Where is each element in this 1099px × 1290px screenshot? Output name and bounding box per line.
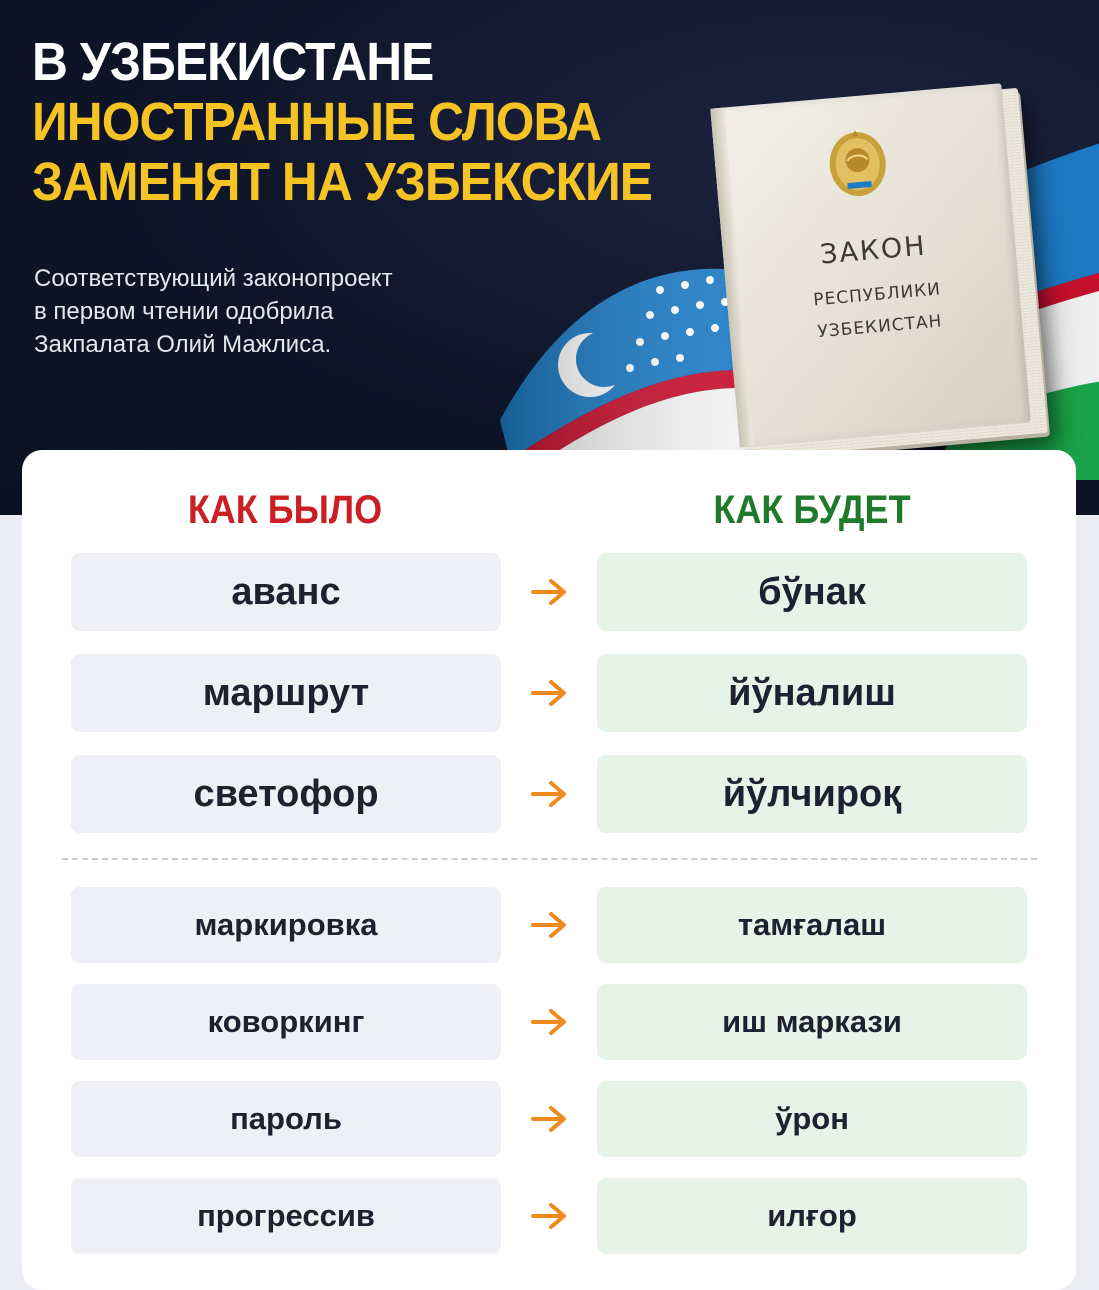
subtitle-line: Соответствующий законопроект: [34, 265, 393, 292]
new-word: иш маркази: [597, 984, 1027, 1060]
new-word: тамғалаш: [597, 887, 1027, 963]
state-emblem-icon: [823, 123, 893, 202]
subtitle-line: Закпалата Олий Мажлиса.: [34, 331, 332, 358]
old-word: аванс: [71, 553, 501, 631]
arrow-right-icon: [530, 911, 568, 939]
subtitle: [34, 262, 554, 361]
old-word: прогрессив: [71, 1178, 501, 1254]
book-subtitle-2: УЗБЕКИСТАН: [816, 311, 944, 343]
column-heading-new: КАК БУДЕТ: [713, 488, 911, 532]
old-word: светофор: [71, 755, 501, 833]
header-banner: [0, 0, 1099, 515]
arrow-right-icon: [530, 1202, 568, 1230]
old-word: пароль: [71, 1081, 501, 1157]
new-word: илғор: [597, 1178, 1027, 1254]
arrow-right-icon: [530, 578, 568, 606]
new-word: ўрон: [597, 1081, 1027, 1157]
arrow-right-icon: [530, 1008, 568, 1036]
book-title: ЗАКОН: [818, 230, 928, 271]
new-word: йўлчироқ: [597, 755, 1027, 833]
old-word: коворкинг: [71, 984, 501, 1060]
old-word: маршрут: [71, 654, 501, 732]
arrow-right-icon: [530, 780, 568, 808]
arrow-right-icon: [530, 1105, 568, 1133]
title-line-2: ИНОСТРАННЫЕ СЛОВА: [32, 92, 601, 152]
new-word: йўналиш: [597, 654, 1027, 732]
book-subtitle-1: РЕСПУБЛИКИ: [812, 279, 942, 311]
dashed-divider: [62, 858, 1037, 860]
subtitle-line: в первом чтении одобрила: [34, 298, 334, 325]
book-cover: [710, 83, 1031, 447]
title-line-1: В УЗБЕКИСТАНЕ: [32, 32, 434, 92]
new-word: бўнак: [597, 553, 1027, 631]
column-heading-old: КАК БЫЛО: [187, 488, 383, 532]
title-line-3: ЗАМЕНЯТ НА УЗБЕКСКИЕ: [32, 152, 652, 212]
arrow-right-icon: [530, 679, 568, 707]
law-book: [710, 83, 1039, 458]
old-word: маркировка: [71, 887, 501, 963]
